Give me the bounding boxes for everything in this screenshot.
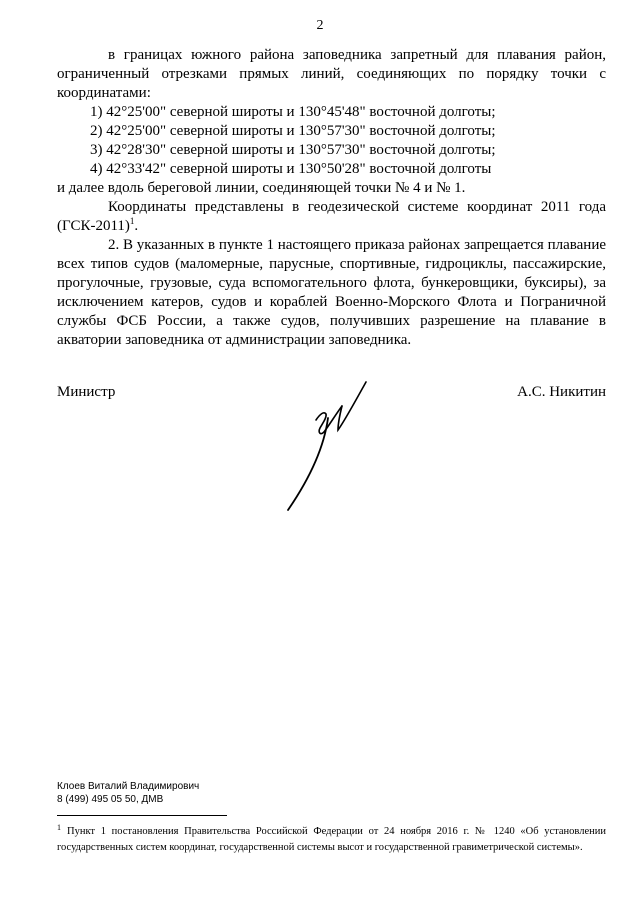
coordinate-system-text: Координаты представлены в геодезической системе координат 2011 года (ГСК-2011): [57, 199, 606, 234]
footnote-divider: [57, 815, 227, 816]
coordinate-point-4: 4) 42°33'42" северной широты и 130°50'28" восточной долготы: [90, 161, 492, 177]
handwritten-signature: [280, 378, 390, 518]
executor-info: [57, 780, 199, 806]
executor-phone: 8 (499) 495 05 50, ДМВ: [57, 794, 164, 805]
footnote-mark: 1: [57, 822, 61, 832]
signatory-title: Министр: [57, 384, 116, 400]
paragraph-coordinate-system: [57, 198, 606, 236]
main-text: [57, 46, 606, 350]
coordinate-point-1: 1) 42°25'00" северной широты и 130°45'48" восточной долготы;: [90, 104, 496, 120]
coordinate-point-3: 3) 42°28'30" северной широты и 130°57'30" восточной долготы;: [90, 142, 496, 158]
coordinate-system-end: .: [134, 218, 139, 234]
executor-name: Клоев Виталий Владимирович: [57, 781, 200, 792]
paragraph-navigation-ban: 2. В указанных в пункте 1 настоящего приказа районах запрещается плавание всех типов судов (маломерные, парусные, спортивные, гидроциклы, пассажирские, прогулочные, грузовые, суда вспомогательного флота, бункеровщики, буксиры), за исключением катеров, судов и кораблей Военно-Морского Флота и Пограничной службы ФСБ России, а также судов, получивших разрешение на плавание в акватории заповедника от администрации заповедника.: [57, 237, 606, 348]
signatory-name: А.С. Никитин: [517, 384, 606, 400]
footnote-text: Пункт 1 постановления Правительства Российской Федерации от 24 ноября 2016 г. № 1240 «Об установлении государственных систем координат, государственной системы высот и государственной гравиметрической системы».: [57, 826, 606, 853]
paragraph-shoreline: и далее вдоль береговой линии, соединяющей точки № 4 и № 1.: [57, 180, 466, 196]
page-number: 2: [316, 18, 324, 33]
footnote: [57, 824, 606, 856]
footnote-reference: 1: [129, 216, 135, 226]
paragraph-boundary: в границах южного района заповедника запретный для плавания район, ограниченный отрезками прямых линий, соединяющих по порядку точки с координатами:: [57, 47, 606, 101]
coordinate-point-2: 2) 42°25'00" северной широты и 130°57'30" восточной долготы;: [90, 123, 496, 139]
